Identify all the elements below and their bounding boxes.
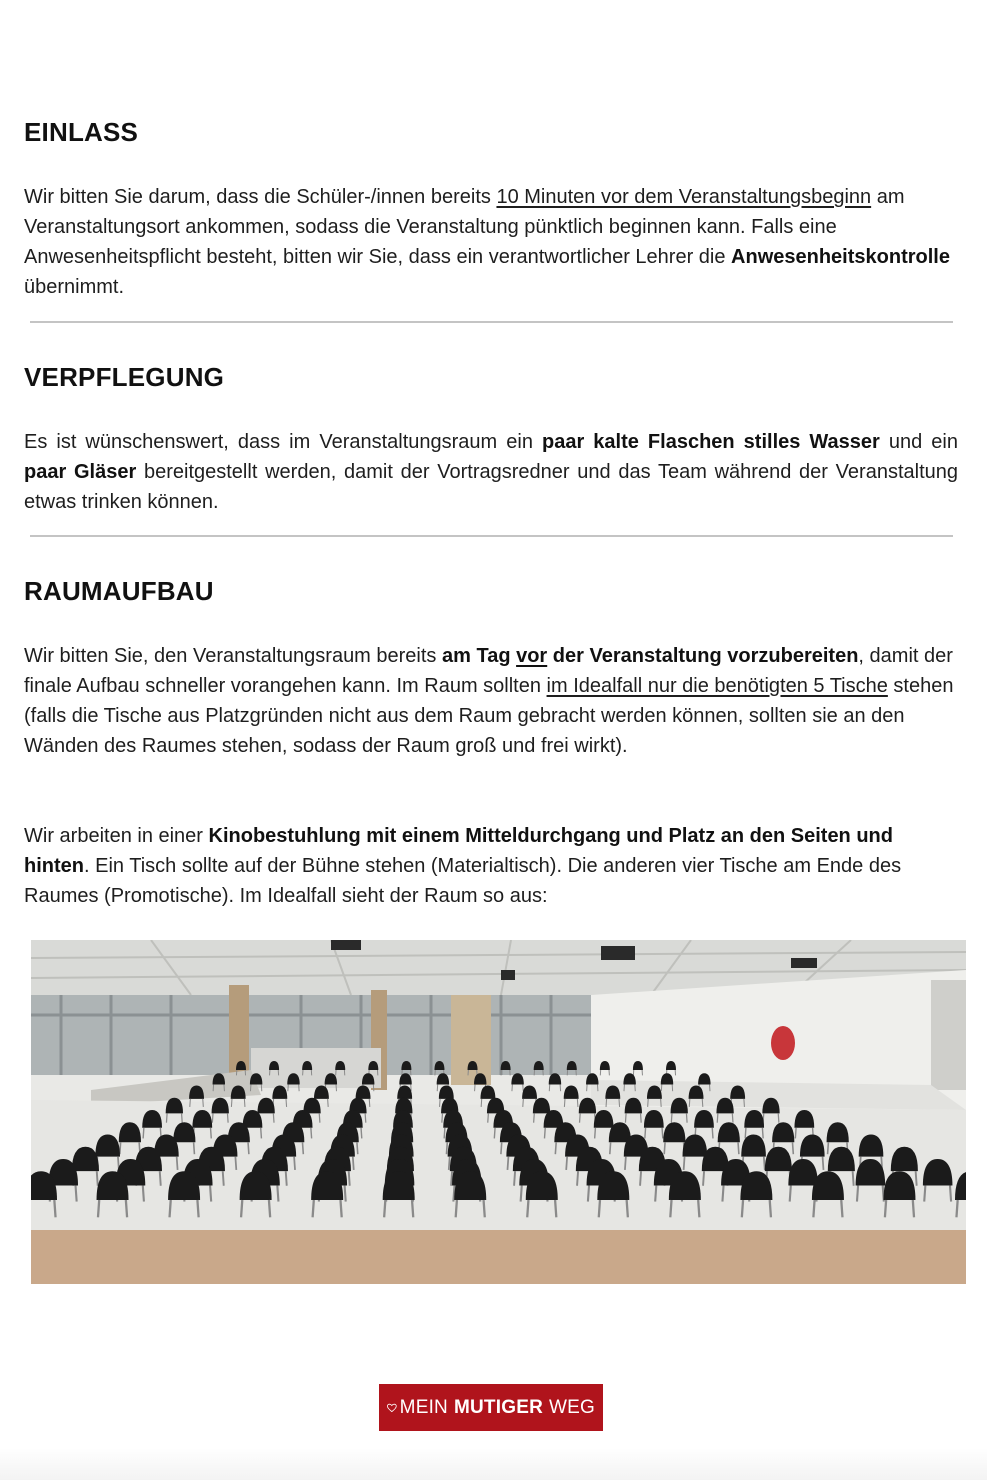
divider bbox=[30, 535, 953, 537]
logo-word-weg: WEG bbox=[549, 1396, 595, 1418]
divider bbox=[30, 321, 953, 323]
paragraph-verpflegung: Es ist wünschenswert, dass im Veranstaltungsraum ein paar kalte Flaschen stilles Wasser und ein paar Gläser bereitgestellt werden, damit der Vortragsredner und das Team während der Veranstaltung etwas trinken können. bbox=[24, 431, 958, 513]
paragraph-raumaufbau-2: Wir arbeiten in einer Kinobestuhlung mit einem Mitteldurchgang und Platz an den Seiten und hinten. Ein Tisch sollte auf der Bühne stehen (Materialtisch). Die anderen vier Tische am Ende des Raumes (Promotische). Im Idealfall sieht der Raum so aus: bbox=[24, 825, 902, 907]
bold-attendance: Anwesenheitskontrolle bbox=[731, 246, 950, 268]
chair bbox=[564, 1085, 579, 1106]
logo-word-mutiger: MUTIGER bbox=[453, 1396, 543, 1418]
paragraph-raumaufbau-1: Wir bitten Sie, den Veranstaltungsraum bereits am Tag vor der Veranstaltung vorzubereiten, damit der finale Aufbau schneller vorangehen kann. Im Raum sollten im Idealfall nur die benötigten 5 Tische stehen (falls die Tische aus Platzgründen nicht aus dem Raum gebracht werden können, sollten sie an den Wänden des Raumes stehen, sodass der Raum groß und frei wirkt). bbox=[24, 645, 954, 757]
chair bbox=[511, 1073, 523, 1091]
heading-verpflegung: VERPFLEGUNG bbox=[24, 362, 225, 392]
heading-raumaufbau: RAUMAUFBAU bbox=[24, 576, 214, 606]
paragraph-einlass: Wir bitten Sie darum, dass die Schüler-/innen bereits 10 Minuten vor dem Veranstaltungsbeginn am Veranstaltungsort ankommen, sodass die Veranstaltung pünktlich beginnen kann. Falls eine Anwesenheitspflicht besteht, bitten wir Sie, dass ein verantwortlicher Lehrer die Anwesenheitskontrolle übernimmt. bbox=[24, 186, 950, 298]
logo-word-mein: MEIN bbox=[399, 1396, 448, 1418]
bold-seating: Kinobestuhlung mit einem Mitteldurchgang und Platz an den Seiten und hinten bbox=[24, 825, 893, 877]
bold-glasses: paar Gläser bbox=[24, 461, 137, 483]
page-bottom-shade bbox=[0, 1448, 987, 1480]
chair bbox=[549, 1073, 561, 1091]
room-illustration bbox=[31, 940, 966, 1284]
underline-tables: im Idealfall nur die benötigten 5 Tische bbox=[546, 675, 888, 697]
heading-einlass: EINLASS bbox=[24, 117, 139, 147]
underline-arrival-time: 10 Minuten vor dem Veranstaltungsbeginn bbox=[496, 186, 872, 208]
chair bbox=[287, 1073, 299, 1091]
bold-water: paar kalte Flaschen stilles Wasser bbox=[542, 431, 880, 453]
room-photo bbox=[31, 940, 966, 1284]
bold-day-before: am Tag vor der Veranstaltung vorzubereiten bbox=[442, 645, 859, 667]
brand-logo bbox=[379, 1384, 603, 1431]
heart-outline-icon bbox=[387, 1398, 397, 1418]
